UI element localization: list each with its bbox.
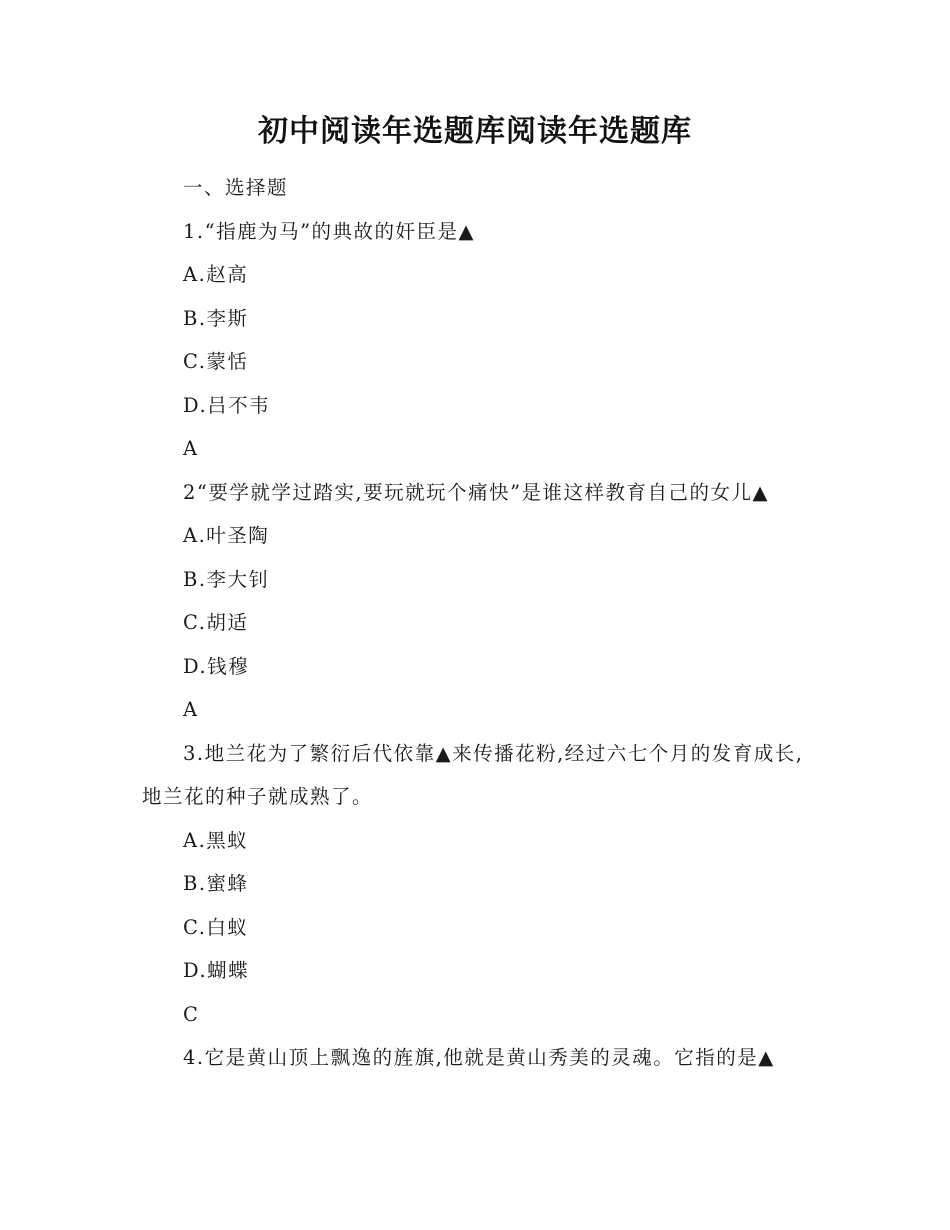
question-4: 4.它是黄山顶上飘逸的旌旗,他就是黄山秀美的灵魂。它指的是▲ bbox=[183, 1046, 775, 1069]
question-3: 3.地兰花为了繁衍后代依靠▲来传播花粉,经过六七个月的发育成长,地兰花的种子就成熟了。 bbox=[142, 741, 804, 808]
document-title: 初中阅读年选题库阅读年选题库 bbox=[258, 114, 692, 149]
question-1-answer: A bbox=[183, 437, 199, 460]
question-2-option-c: C.胡适 bbox=[183, 611, 249, 634]
question-1-option-d: D.吕不韦 bbox=[183, 393, 271, 417]
question-2-option-a: A.叶圣陶 bbox=[183, 524, 270, 547]
question-1-option-a: A.赵高 bbox=[183, 263, 249, 286]
question-3-option-d: D.蝴蝶 bbox=[183, 959, 250, 982]
section-heading: 一、选择题 bbox=[183, 176, 289, 199]
question-3-option-a: A.黑蚁 bbox=[183, 828, 249, 852]
question-2-answer: A bbox=[183, 698, 199, 721]
question-1-option-c: C.蒙恬 bbox=[183, 350, 249, 373]
question-2-option-b: B.李大钊 bbox=[183, 567, 270, 591]
question-3-option-b: B.蜜蜂 bbox=[183, 872, 249, 895]
question-3-answer: C bbox=[183, 1002, 200, 1026]
question-3-option-c: C.白蚁 bbox=[183, 915, 249, 939]
question-1-option-b: B.李斯 bbox=[183, 306, 249, 330]
question-2-option-d: D.钱穆 bbox=[183, 654, 250, 678]
document-body bbox=[142, 166, 814, 1080]
question-2: 2“要学就学过踏实,要玩就玩个痛快”是谁这样教育自己的女儿▲ bbox=[183, 480, 770, 504]
question-1: 1.“指鹿为马”的典故的奸臣是▲ bbox=[183, 219, 476, 243]
